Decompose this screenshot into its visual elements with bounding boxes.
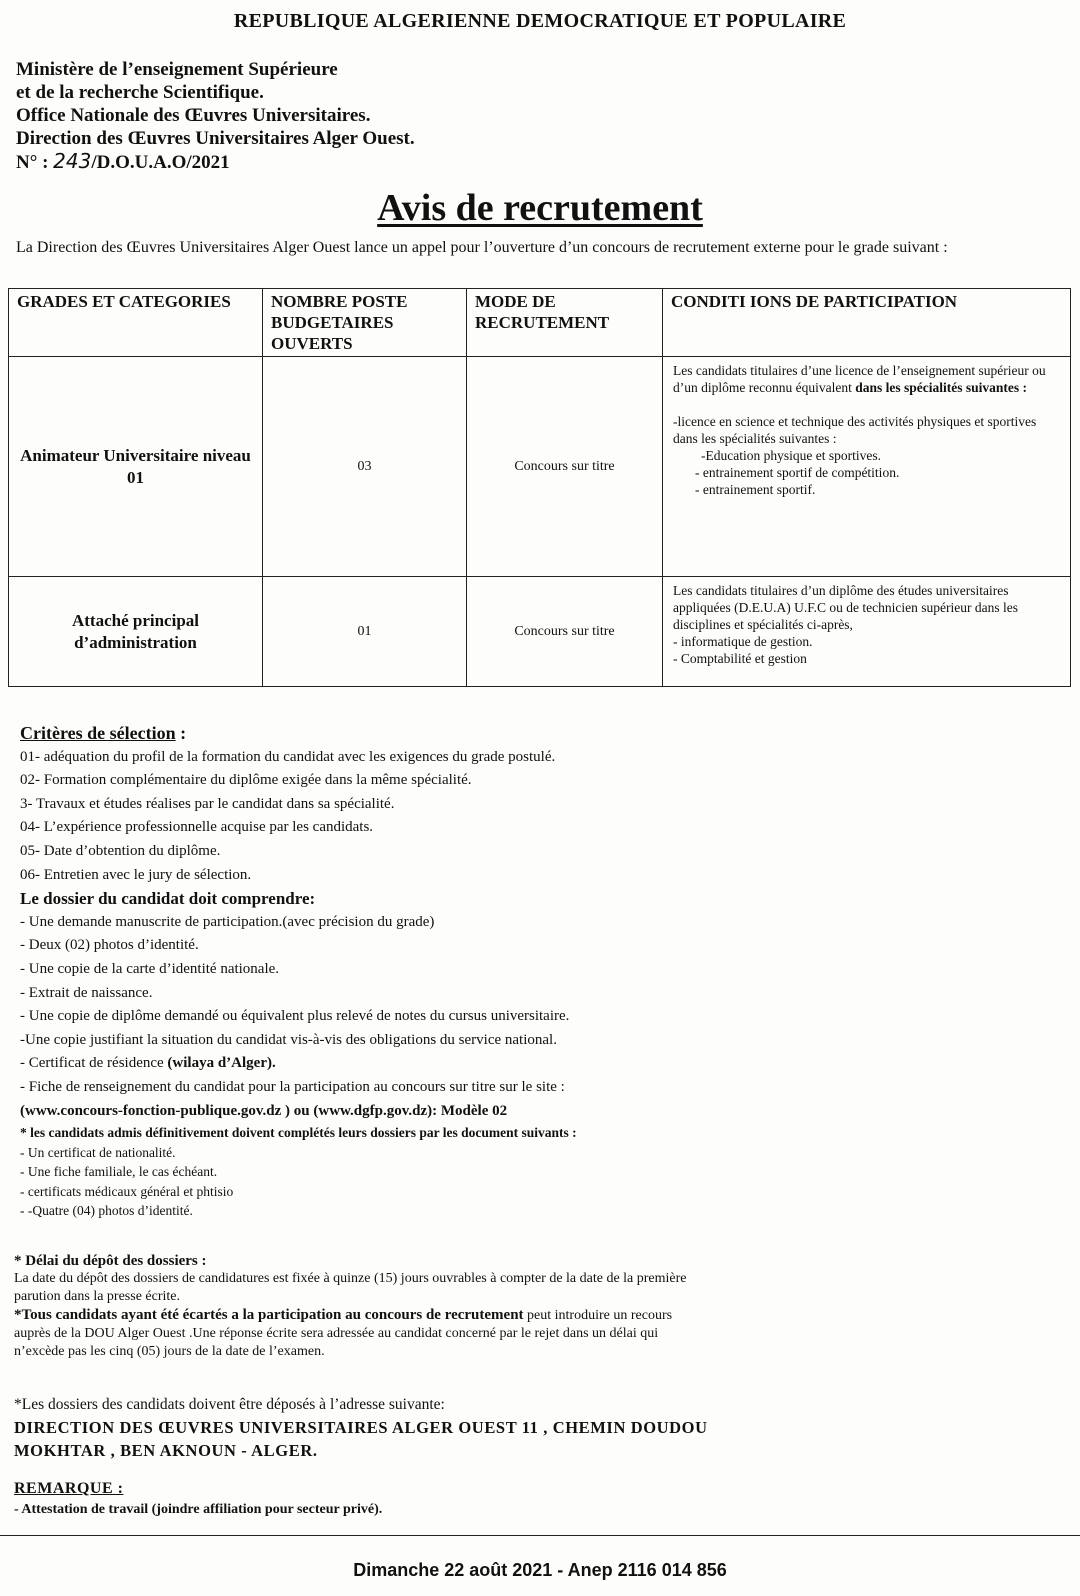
mode-cell: Concours sur titre [467,577,663,687]
admis-title: * les candidats admis définitivement doivent complétés leurs dossiers par les document suivants : [20,1125,577,1141]
direction-name: Direction des Œuvres Universitaires Alger Ouest. [16,128,415,149]
appeal-text: *Tous candidats ayant été écartés a la participation au concours de recrutement peut introduire un recours [14,1307,673,1323]
list-item: - Un certificat de nationalité. [20,1144,176,1160]
grade-cell: Animateur Universitaire niveau 01 [9,357,263,577]
list-item: - Certificat de résidence (wilaya d’Alger). [20,1055,276,1072]
list-item: 04- L’expérience professionnelle acquise par les candidats. [20,819,374,836]
dossier-title: Le dossier du candidat doit comprendre: [20,889,316,909]
ministry-line-2: et de la recherche Scientifique. [16,82,264,103]
table-row [9,577,1071,687]
publication-footer: Dimanche 22 août 2021 - Anep 2116 014 856 [353,1560,727,1580]
list-item: - Une copie de diplôme demandé ou équivalent plus relevé de notes du cursus universitaire. [20,1008,570,1025]
websites-line: (www.concours-fonction-publique.gov.dz ) ou (www.dgfp.gov.dz): Modèle 02 [20,1102,508,1119]
table-header-row [9,289,1071,357]
header-conditions: CONDITI IONS DE PARTICIPATION [663,289,1071,357]
condition-item: -Education physique et sportives. [701,448,881,463]
condition-item: - entrainement sportif de compétition. [695,465,900,480]
ref-prefix: N° : [16,152,49,173]
list-item: -Une copie justifiant la situation du candidat vis-à-vis des obligations du service national. [20,1031,557,1048]
remark-title: REMARQUE : [14,1480,124,1497]
address-section [14,1393,708,1462]
republic-heading: REPUBLIQUE ALGERIENNE DEMOCRATIQUE ET POPULAIRE [233,10,847,32]
list-item: - certificats médicaux général et phtisio [20,1183,234,1199]
list-item: 05- Date d’obtention du diplôme. [20,842,221,859]
criteria-title: Critères de sélection : [20,723,187,743]
appeal-text: n’excède pas les cinq (05) jours de la date de l’examen. [14,1344,325,1359]
ministry-line-1: Ministère de l’enseignement Supérieure [16,59,338,80]
page-title: Avis de recrutement [377,187,703,229]
postes-cell: 01 [263,577,467,687]
condition-item: - informatique de gestion. [673,634,813,649]
condition-detail: -licence en science et technique des activités physiques et sportives dans les spécialités suivantes : [673,414,1037,446]
recruitment-table [8,288,1071,687]
appeal-text: auprès de la DOU Alger Ouest .Une réponse écrite sera adressée au candidat concerné par le rejet dans un délai qui [14,1326,659,1341]
condition-item: - entrainement sportif. [695,482,816,497]
header-grades: GRADES ET CATEGORIES [9,289,263,357]
list-item: 06- Entretien avec le jury de sélection. [20,866,252,883]
list-item: - Fiche de renseignement du candidat pour la participation au concours sur titre sur le site : [20,1078,565,1095]
grade-cell: Attaché principal d’administration [9,577,263,687]
ref-handwritten-number: 243 [53,149,92,173]
footer-divider [0,1535,1080,1536]
issuer-block [16,58,415,174]
remark-section [14,1478,382,1520]
header-mode: MODE DE RECRUTEMENT [467,289,663,357]
address-intro: *Les dossiers des candidats doivent être déposés à l’adresse suivante: [14,1396,445,1413]
office-name: Office Nationale des Œuvres Universitaires. [16,105,371,126]
list-item: - Deux (02) photos d’identité. [20,937,199,954]
mode-cell: Concours sur titre [467,357,663,577]
conditions-cell [663,357,1071,577]
list-item: 01- adéquation du profil de la formation du candidat avec les exigences du grade postulé. [20,748,556,765]
intro-paragraph: La Direction des Œuvres Universitaires Alger Ouest lance un appel pour l’ouverture d’un concours de recrutement externe pour le grade suivant : [16,239,948,256]
header-postes: NOMBRE POSTE BUDGETAIRES OUVERTS [263,289,467,357]
deadline-title: * Délai du dépôt des dossiers : [14,1253,207,1269]
list-item: 3- Travaux et études réalises par le candidat dans sa spécialité. [20,795,395,812]
remark-text: - Attestation de travail (joindre affiliation pour secteur privé). [14,1502,383,1517]
list-item: 02- Formation complémentaire du diplôme exigée dans la même spécialité. [20,772,472,789]
condition-intro: Les candidats titulaires d’un diplôme des études universitaires appliquées (D.E.U.A) U.F.C ou de technicien supérieur dans les disciplines et spécialités ci-après, [673,583,1018,632]
list-item: - -Quatre (04) photos d’identité. [20,1203,193,1219]
deadline-text: La date du dépôt des dossiers de candidatures est fixée à quinze (15) jours ouvrables à compter de la date de la première [14,1271,687,1286]
address-line-1: DIRECTION DES ŒUVRES UNIVERSITAIRES ALGER OUEST 11 , CHEMIN DOUDOU [14,1418,708,1437]
list-item: - Extrait de naissance. [20,984,153,1001]
list-item: - Une fiche familiale, le cas échéant. [20,1164,218,1180]
address-line-2: MOKHTAR , BEN AKNOUN - ALGER. [14,1441,318,1460]
condition-intro: Les candidats titulaires d’une licence de l’enseignement supérieur ou d’un diplôme reconnu équivalent dans les spécialités suivantes : [673,363,1046,395]
condition-item: - Comptabilité et gestion [673,651,807,666]
criteria-section [20,722,1060,1221]
list-item: - Une demande manuscrite de participation.(avec précision du grade) [20,913,435,930]
deadline-section [14,1252,1064,1361]
conditions-cell [663,577,1071,687]
list-item: - Une copie de la carte d’identité nationale. [20,960,280,977]
deadline-text: parution dans la presse écrite. [14,1289,180,1304]
reference-number [16,150,415,174]
ref-suffix: /D.O.U.A.O/2021 [91,152,230,173]
table-row [9,357,1071,577]
postes-cell: 03 [263,357,467,577]
